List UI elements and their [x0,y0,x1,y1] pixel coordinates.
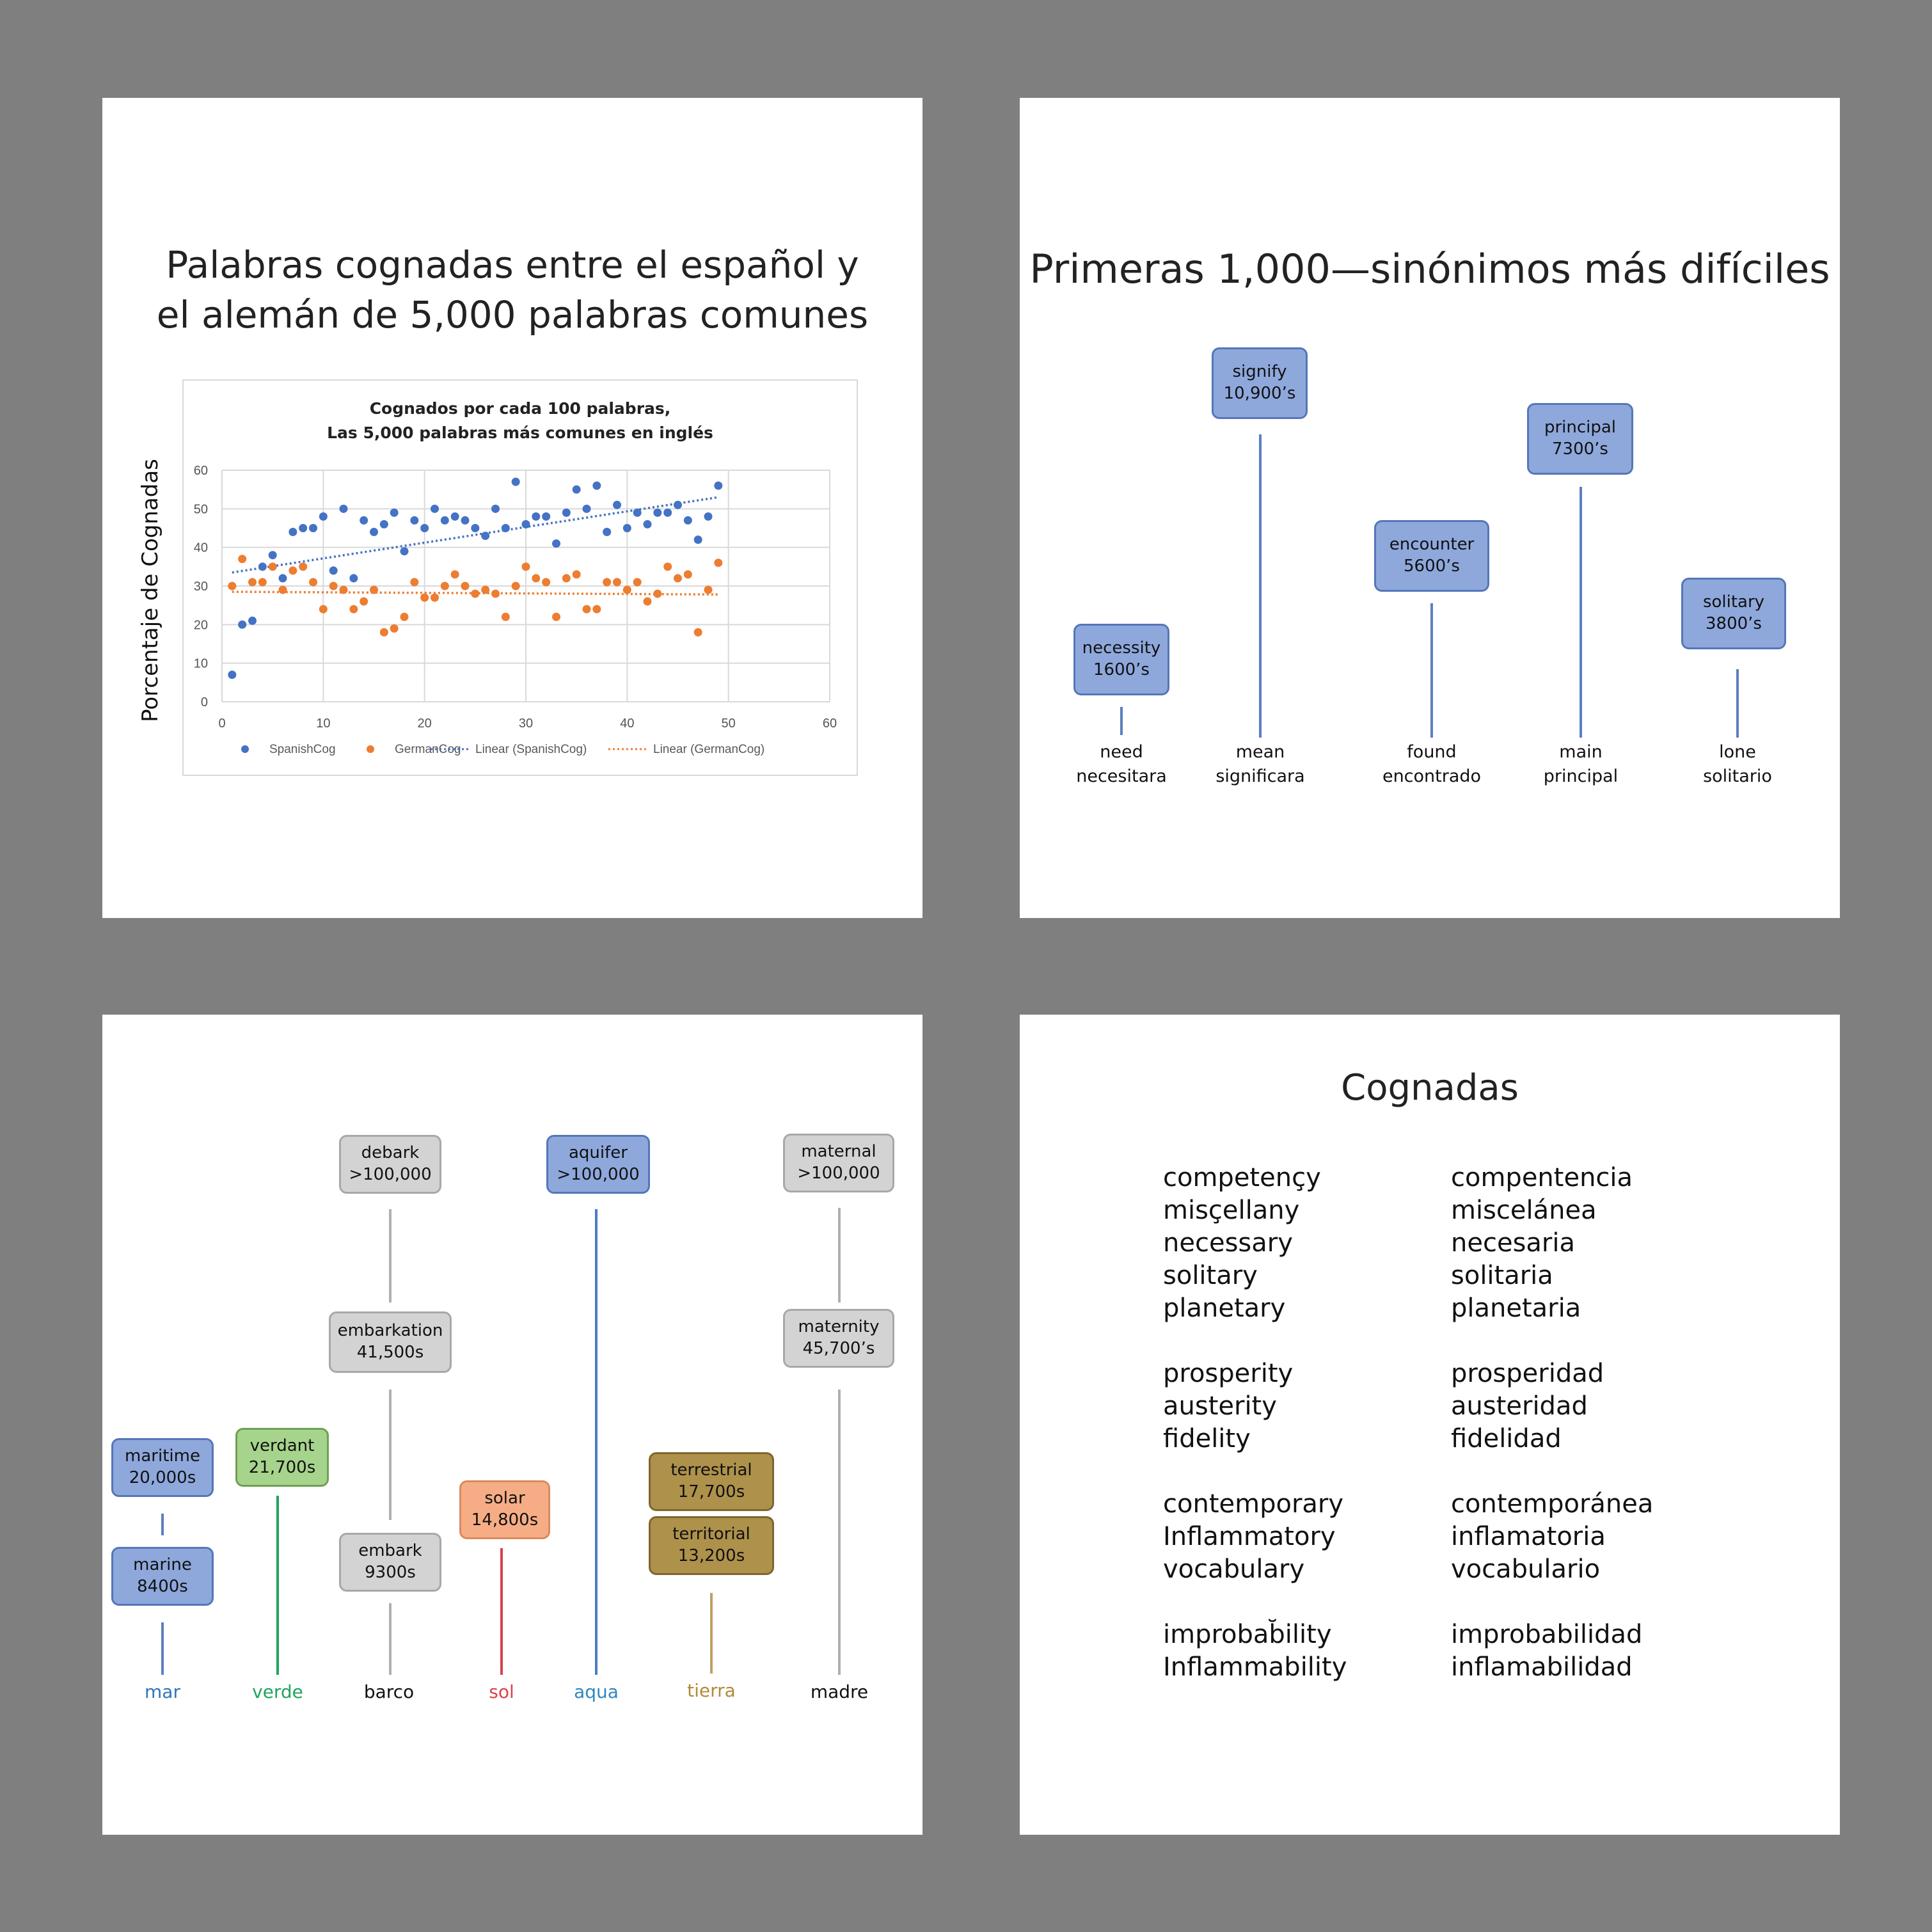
slide-synonyms [1020,98,1840,918]
english-cognate-word: Inflammatory [1163,1522,1336,1551]
english-cognates-column [1163,1162,1347,1716]
data-point-germancog [471,590,479,598]
spanish-cognate-word: prosperidad [1451,1359,1604,1388]
data-point-spanishcog [471,524,479,532]
data-point-spanishcog [329,566,338,574]
x-tick-label: 20 [417,717,432,731]
data-point-spanishcog [340,505,348,513]
spanish-cognate-word: planetaria [1451,1294,1581,1323]
slide-1-title [102,240,922,340]
box-rank: 7300’s [1552,439,1608,459]
box-maternity [783,1309,894,1368]
spanish-cognate-word: necesaria [1451,1228,1575,1258]
data-point-spanishcog [663,509,672,517]
legend-label: GermanCog [395,743,461,756]
english-cognate-word: austerity [1163,1391,1277,1421]
data-point-spanishcog [431,505,439,513]
data-point-germancog [694,628,702,637]
data-point-spanishcog [542,512,550,521]
legend-label: Linear (SpanishCog) [475,743,587,756]
data-point-germancog [340,586,348,594]
data-point-germancog [400,613,409,621]
data-point-germancog [633,578,642,586]
data-point-spanishcog [623,524,631,532]
root-barco: barco [363,1681,415,1702]
data-point-germancog [238,555,246,563]
data-point-spanishcog [349,574,358,582]
data-point-spanishcog [512,478,520,486]
data-point-germancog [451,570,459,578]
root-tierra: tierra [687,1680,736,1701]
english-cognate-word: necessary [1163,1228,1293,1258]
y-tick-label: 30 [193,580,208,594]
data-point-spanishcog [360,516,368,525]
box-rank: 20,000s [129,1468,196,1487]
connector-line [1736,669,1739,738]
english-cognate-word: fidelity [1163,1424,1251,1453]
legend-label: Linear (GermanCog) [653,743,765,756]
data-point-spanishcog [238,621,246,629]
box-rank: 14,800s [471,1510,539,1530]
data-point-spanishcog [603,528,611,536]
data-point-spanishcog [573,486,581,494]
spanish-cognate-word: fidelidad [1451,1424,1562,1453]
data-point-spanishcog [644,520,652,528]
y-tick-label: 50 [193,502,208,517]
data-point-spanishcog [562,509,571,517]
legend-label: SpanishCog [269,743,336,756]
slide-cognates-chart [102,98,922,918]
english-cognate-group [1163,1358,1347,1455]
y-tick-label: 0 [200,695,208,709]
data-point-spanishcog [491,505,500,513]
slide-4-title: Cognadas [1341,1067,1519,1109]
data-point-germancog [420,594,429,602]
box-rank: 10,900’s [1223,384,1296,403]
data-point-germancog [502,613,510,621]
connector-line [161,1514,164,1535]
spanish-cognate-group [1451,1358,1653,1455]
data-point-germancog [319,605,328,614]
y-tick-label: 10 [193,656,208,671]
connector-line [389,1209,392,1303]
data-point-germancog [329,582,338,590]
box-word: aquifer [569,1143,628,1163]
box-word: solar [484,1489,525,1508]
data-point-spanishcog [289,528,297,536]
box-rank: 5600’s [1404,557,1460,576]
box-word: signify [1232,362,1287,382]
connector-line [389,1603,392,1675]
data-point-germancog [248,578,257,586]
english-cognate-word: competençy [1163,1163,1321,1192]
x-tick-label: 50 [721,717,736,731]
data-point-spanishcog [532,512,540,521]
slide-2-title: Primeras 1,000—sinónimos más difíciles [1029,246,1830,292]
box-rank: 41,500s [356,1343,424,1362]
box-solar [459,1480,550,1539]
spanish-cognate-word: inflamatoria [1451,1522,1606,1551]
box-word: necessity [1082,638,1161,658]
box-word: marine [133,1555,192,1575]
connector-line [1430,603,1433,738]
box-word: maternity [798,1317,880,1337]
chart-subtitle: Las 5,000 palabras más comunes en inglés [327,424,713,442]
data-point-spanishcog [370,528,378,536]
data-point-spanishcog [613,501,621,509]
box-word: maternal [801,1142,876,1162]
spanish-cognate-word: solitaria [1451,1261,1553,1290]
box-encounter [1374,520,1489,592]
english-cognate-word: prosperity [1163,1359,1294,1388]
data-point-germancog [431,594,439,602]
box-word: principal [1544,418,1617,438]
box-word: embark [358,1541,422,1561]
x-tick-label: 0 [218,717,226,731]
data-point-germancog [491,590,500,598]
data-point-germancog [228,582,236,590]
data-point-spanishcog [714,482,722,490]
data-point-germancog [269,562,277,571]
box-word: debark [361,1143,420,1163]
data-point-spanishcog [390,509,399,517]
box-embarkation [329,1311,452,1373]
synonym-label-lone [1674,740,1801,789]
box-maternal [783,1134,894,1192]
english-cognate-group [1163,1162,1347,1325]
data-point-spanishcog [380,520,388,528]
data-point-germancog [289,566,297,574]
spanish-synonym: necesitara [1076,766,1167,786]
x-tick-label: 60 [822,717,837,731]
english-synonym: found [1407,742,1457,762]
x-tick-label: 40 [620,717,635,731]
root-verde: verde [252,1681,303,1702]
spanish-cognate-word: improbabilidad [1451,1620,1643,1649]
english-cognate-word: solitary [1163,1261,1258,1290]
box-necessity [1073,624,1169,695]
box-embark [339,1533,441,1592]
connector-line [500,1548,503,1675]
data-point-spanishcog [481,532,489,540]
box-solitary [1681,578,1786,649]
data-point-spanishcog [248,617,257,625]
box-rank: 9300s [365,1563,416,1582]
data-point-spanishcog [410,516,418,525]
data-point-spanishcog [552,539,560,548]
data-point-germancog [360,598,368,606]
connector-line [276,1496,279,1675]
data-point-spanishcog [653,509,661,517]
data-point-germancog [613,578,621,586]
synonym-label-need [1057,740,1185,789]
connector-line [1259,434,1262,738]
box-rank: >100,000 [797,1164,880,1183]
box-word: territorial [672,1524,750,1544]
chart-title: Cognados por cada 100 palabras, [369,399,671,418]
data-point-spanishcog [441,516,449,525]
box-principal [1527,403,1633,475]
box-word: solitary [1702,592,1765,612]
data-point-germancog [309,578,317,586]
x-tick-label: 30 [518,717,534,731]
data-point-spanishcog [400,547,409,555]
english-cognate-word: misçellany [1163,1196,1300,1225]
data-point-germancog [603,578,611,586]
english-cognate-word: contemporary [1163,1489,1344,1519]
english-synonym: need [1100,742,1143,762]
box-word: embarkation [337,1321,443,1341]
data-point-germancog [370,586,378,594]
english-cognate-word: improbab̆ility [1163,1620,1332,1649]
connector-line [710,1593,713,1674]
legend-marker [241,745,249,753]
connector-line [389,1390,392,1520]
spanish-cognate-group [1451,1488,1653,1586]
connector-line [1120,707,1123,735]
box-word: encounter [1389,535,1475,555]
box-marine [111,1547,214,1606]
english-cognate-word: planetary [1163,1294,1286,1323]
data-point-germancog [663,562,672,571]
x-tick-label: 10 [316,717,331,731]
box-rank: >100,000 [349,1165,432,1184]
box-signify [1212,347,1308,419]
y-tick-label: 40 [193,541,208,555]
data-point-spanishcog [583,505,591,513]
data-point-spanishcog [319,512,328,521]
spanish-cognate-word: austeridad [1451,1391,1588,1421]
synonym-label-mean [1196,740,1324,789]
spanish-cognate-word: inflamabilidad [1451,1652,1633,1682]
data-point-germancog [644,598,652,606]
data-point-spanishcog [228,670,236,679]
data-point-germancog [258,578,267,586]
connector-line [161,1622,164,1675]
data-point-germancog [532,574,540,582]
data-point-spanishcog [674,501,682,509]
box-rank: 17,700s [677,1482,745,1501]
data-point-spanishcog [633,509,642,517]
data-point-spanishcog [522,520,530,528]
english-cognate-word: Inflammability [1163,1652,1347,1682]
box-rank: 13,200s [677,1546,745,1565]
box-word: verdant [249,1436,315,1456]
slide-1-title-line-1: Palabras cognadas entre el español y [166,243,859,287]
data-point-spanishcog [309,524,317,532]
y-tick-label: 60 [193,464,208,478]
data-point-spanishcog [279,574,287,582]
spanish-cognate-group [1451,1619,1653,1684]
english-synonym: main [1559,742,1603,762]
english-synonym: mean [1235,742,1285,762]
data-point-spanishcog [502,524,510,532]
data-point-germancog [542,578,550,586]
box-maritime [111,1438,214,1497]
box-rank: 1600’s [1093,660,1150,679]
connector-line [1580,487,1582,738]
spanish-synonym: principal [1543,766,1619,786]
data-point-germancog [512,582,520,590]
data-point-germancog [653,590,661,598]
data-point-germancog [441,582,449,590]
data-point-germancog [704,586,713,594]
slide-1-title-line-2: el alemán de 5,000 palabras comunes [156,293,869,337]
spanish-cognate-word: compentencia [1451,1163,1633,1192]
connector-line [838,1390,841,1675]
box-rank: 8400s [137,1577,188,1596]
root-madre: madre [810,1681,869,1702]
chart-frame [182,379,858,776]
english-cognate-word: vocabulary [1163,1555,1305,1584]
box-rank: 21,700s [248,1458,316,1477]
data-point-germancog [684,570,692,578]
data-point-germancog [562,574,571,582]
data-point-germancog [380,628,388,637]
spanish-cognate-word: vocabulario [1451,1555,1601,1584]
box-terrestrial [649,1452,774,1511]
data-point-germancog [714,558,722,567]
data-point-germancog [522,562,530,571]
spanish-cognate-word: contemporánea [1451,1489,1654,1519]
box-debark [339,1135,441,1194]
scatter-chart [184,381,857,775]
synonym-label-found [1368,740,1496,789]
box-rank: >100,000 [557,1165,640,1184]
slide-word-roots [102,1015,922,1835]
data-point-germancog [481,586,489,594]
spanish-synonym: encontrado [1382,766,1482,786]
synonym-label-main [1517,740,1645,789]
spanish-cognate-word: miscelánea [1451,1196,1597,1225]
data-point-spanishcog [704,512,713,521]
slide-cognates-list [1020,1015,1840,1835]
data-point-germancog [349,605,358,614]
y-tick-label: 20 [193,618,208,633]
spanish-cognate-group [1451,1162,1653,1325]
data-point-germancog [461,582,470,590]
data-point-spanishcog [269,551,277,559]
root-sol: sol [489,1681,514,1702]
box-rank: 3800’s [1706,614,1762,633]
data-point-germancog [410,578,418,586]
data-point-germancog [279,586,287,594]
english-synonym: lone [1719,742,1756,762]
root-aqua: aqua [574,1681,619,1702]
data-point-germancog [299,562,307,571]
data-point-spanishcog [258,562,267,571]
data-point-germancog [583,605,591,614]
data-point-spanishcog [461,516,470,525]
connector-line [838,1208,841,1303]
data-point-germancog [623,586,631,594]
data-point-spanishcog [451,512,459,521]
data-point-spanishcog [694,535,702,544]
box-territorial [649,1516,774,1575]
data-point-germancog [552,613,560,621]
data-point-germancog [592,605,601,614]
spanish-synonym: significara [1215,766,1305,786]
spanish-synonym: solitario [1703,766,1772,786]
data-point-spanishcog [420,524,429,532]
spanish-cognates-column [1451,1162,1653,1716]
data-point-germancog [390,624,399,633]
data-point-germancog [674,574,682,582]
connector-line [595,1209,598,1675]
box-aquifer [546,1135,650,1194]
box-word: maritime [125,1446,200,1466]
y-axis-label: Porcentaje de Cognadas [138,459,163,722]
english-cognate-group [1163,1619,1347,1684]
box-rank: 45,700’s [802,1339,875,1358]
data-point-spanishcog [684,516,692,525]
root-mar: mar [145,1681,180,1702]
box-verdant [235,1428,329,1487]
box-word: terrestrial [670,1461,752,1480]
english-cognate-group [1163,1488,1347,1586]
data-point-germancog [573,570,581,578]
data-point-spanishcog [299,524,307,532]
data-point-spanishcog [592,482,601,490]
legend-marker [367,745,374,753]
